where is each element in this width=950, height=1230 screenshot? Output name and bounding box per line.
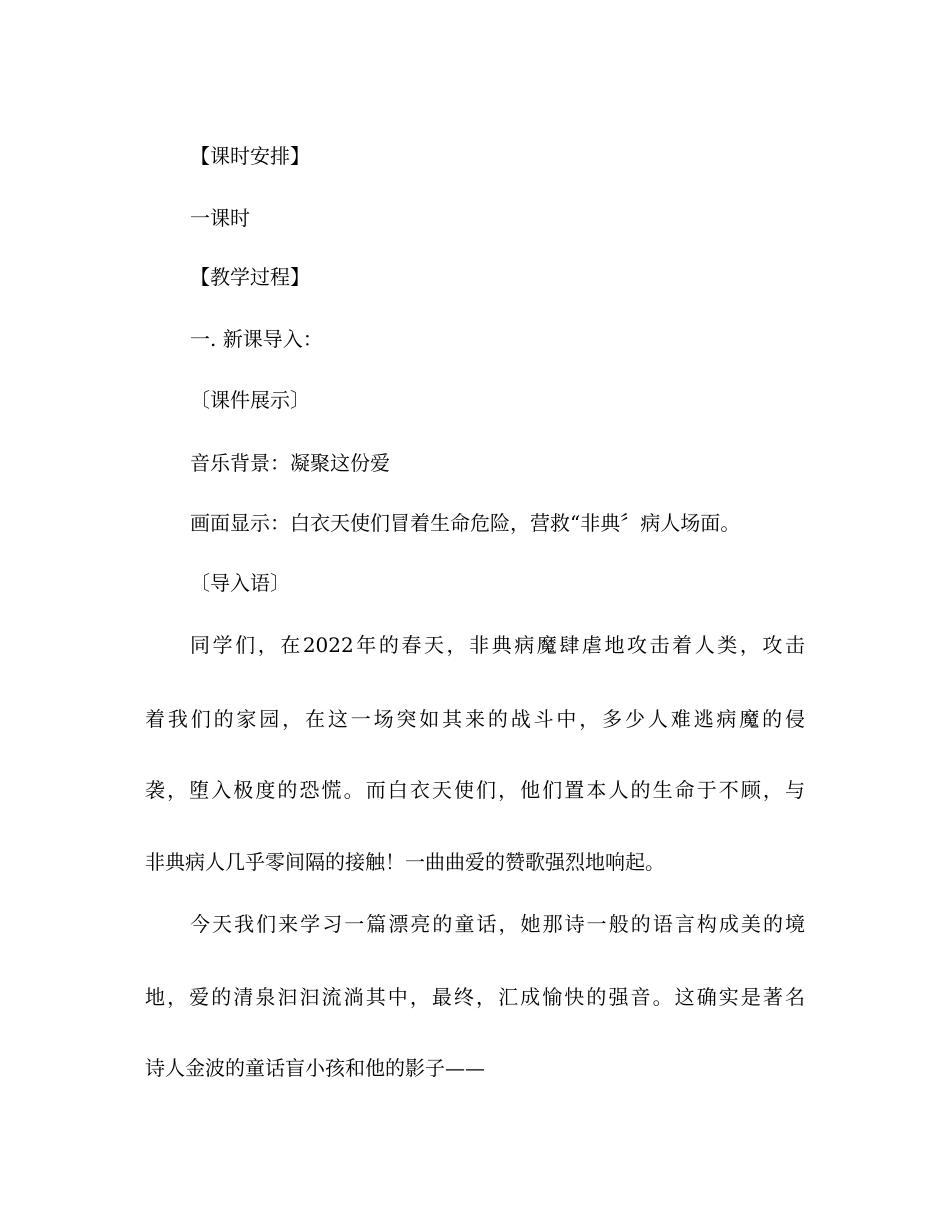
heading-teaching-process: 【教学过程】	[190, 265, 310, 289]
paragraph-1-line-2: 着我们的家园，在这一场突如其来的战斗中，多少人难逃病魔的侵	[145, 707, 805, 731]
paragraph-1-line-1: 同学们，在2022年的春天，非典病魔肆虐地攻击着人类，攻击	[190, 633, 805, 657]
paragraph-2-line-2: 地，爱的清泉汩汩流淌其中，最终，汇成愉快的强音。这确实是著名	[145, 985, 805, 1009]
courseware-display-label: 〔课件展示〕	[190, 388, 310, 412]
paragraph-1-line-3: 袭，堕入极度的恐慌。而白衣天使们，他们置本人的生命于不顾，与	[145, 778, 805, 802]
music-background-line: 音乐背景：凝聚这份爱	[190, 451, 390, 475]
heading-lesson-schedule: 【课时安排】	[190, 144, 310, 168]
step-one-new-lesson-intro: 一. 新课导入：	[190, 327, 323, 351]
paragraph-1-line-4: 非典病人几乎零间隔的接触！一曲曲爱的赞歌强烈地响起。	[145, 850, 665, 874]
scene-display-line: 画面显示：白衣天使们冒着生命危险，营救“非典〞病人场面。	[190, 511, 741, 535]
paragraph-2-line-1: 今天我们来学习一篇漂亮的童话，她那诗一般的语言构成美的境	[190, 912, 805, 936]
lesson-schedule-value: 一课时	[190, 206, 250, 230]
intro-speech-label: 〔导入语〕	[190, 571, 290, 595]
paragraph-2-line-3: 诗人金波的童话盲小孩和他的影子——	[145, 1056, 485, 1080]
